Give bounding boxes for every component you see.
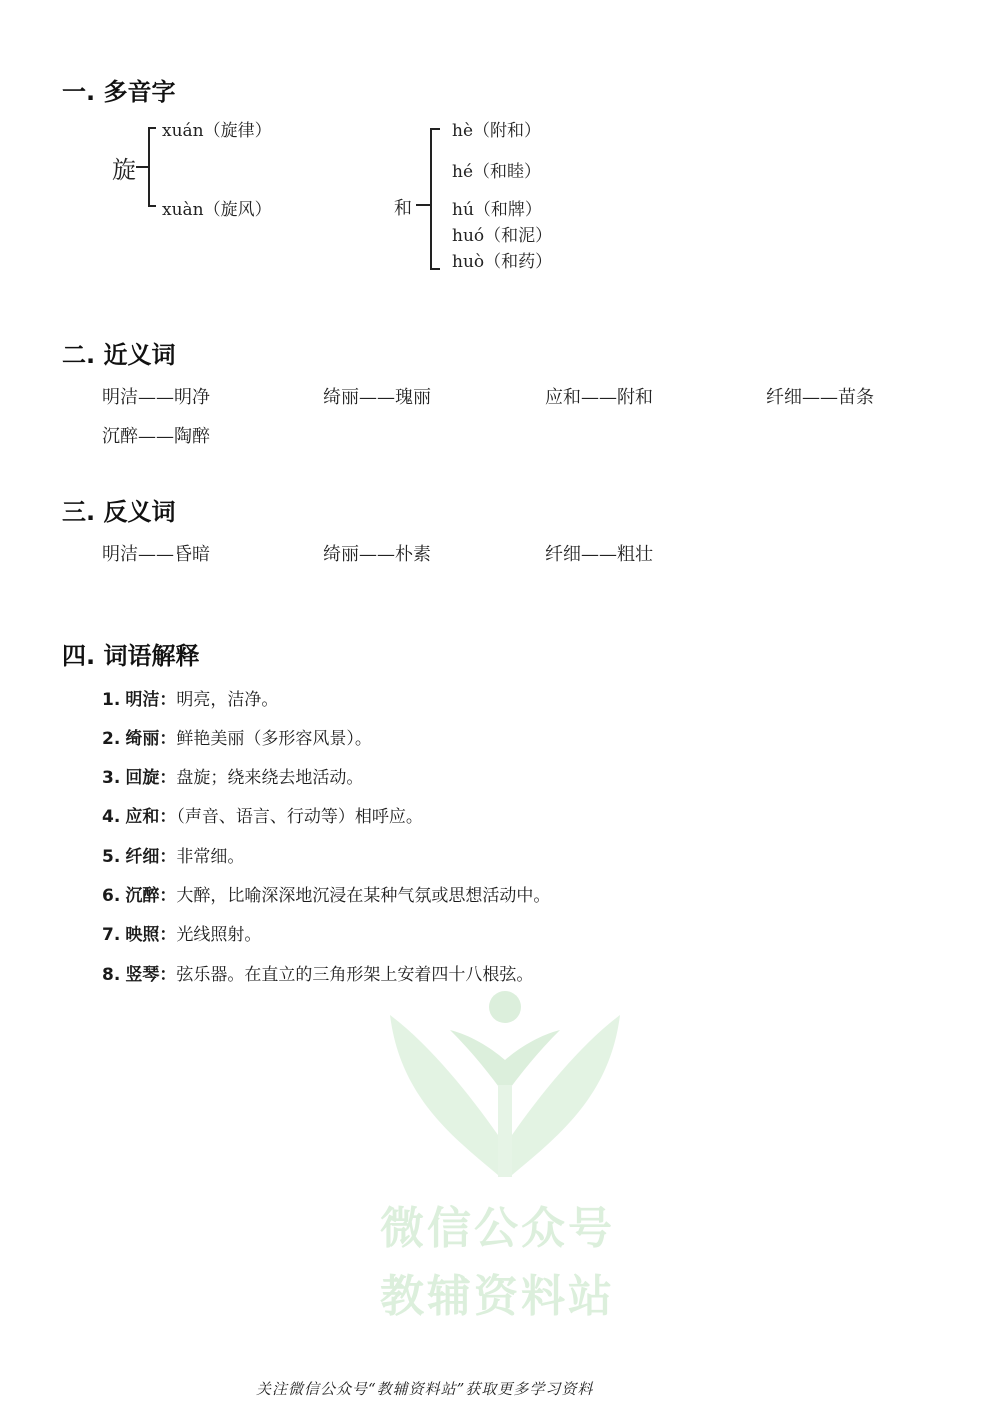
definition-item: 3. 回旋：盘旋；绕来绕去地活动。 [102,768,364,788]
brace-stem [416,204,430,206]
definition-item: 7. 映照：光线照射。 [102,925,262,945]
antonym-pair: 绮丽——朴素 [323,544,431,565]
section-title-definitions: 四. 词语解释 [62,642,200,670]
definition-item: 6. 沉醉：大醉，比喻深深地沉浸在某种气氛或思想活动中。 [102,886,551,906]
synonym-pair: 绮丽——瑰丽 [323,387,431,408]
section-title-synonyms: 二. 近义词 [62,341,176,369]
footer-note: 关注微信公众号“教辅资料站”获取更多学习资料 [256,1380,594,1398]
section-title-antonyms: 三. 反义词 [62,498,176,526]
reading-item: hú（和牌） [452,200,542,220]
reading-item: huó（和泥） [452,226,553,246]
reading-item: hé（和睦） [452,162,542,182]
definition-item: 1. 明洁：明亮，洁净。 [102,690,279,710]
definition-item: 4. 应和：（声音、语言、行动等）相呼应。 [102,807,423,827]
synonym-pair: 沉醉——陶醉 [102,426,210,447]
watermark-line1: 微信公众号 [380,1203,615,1254]
reading-item: xuán（旋律） [162,121,272,141]
polyphonic-char-he: 和 [394,198,412,219]
brace-tick [148,205,156,207]
brace-vertical [430,128,432,270]
antonym-pair: 纤细——粗壮 [545,544,653,565]
synonym-pair: 明洁——明净 [102,387,210,408]
reading-item: huò（和药） [452,252,553,272]
brace-vertical [148,127,150,207]
reading-item: hè（附和） [452,121,542,141]
brace-stem [136,166,148,168]
watermark-leaf-logo-icon [380,985,630,1185]
definition-item: 8. 竖琴：弦乐器。在直立的三角形架上安着四十八根弦。 [102,965,534,985]
reading-item: xuàn（旋风） [162,200,272,220]
brace-tick [430,268,440,270]
watermark-line2: 教辅资料站 [380,1271,615,1322]
synonym-pair: 应和——附和 [545,387,653,408]
polyphonic-char-xuan: 旋 [112,156,136,184]
brace-tick [148,127,156,129]
synonym-pair: 纤细——苗条 [766,387,874,408]
definition-item: 5. 纤细：非常细。 [102,847,245,867]
antonym-pair: 明洁——昏暗 [102,544,210,565]
section-title-polyphonic: 一. 多音字 [62,78,176,106]
definition-item: 2. 绮丽：鲜艳美丽（多形容风景）。 [102,729,372,749]
brace-tick [430,128,440,130]
